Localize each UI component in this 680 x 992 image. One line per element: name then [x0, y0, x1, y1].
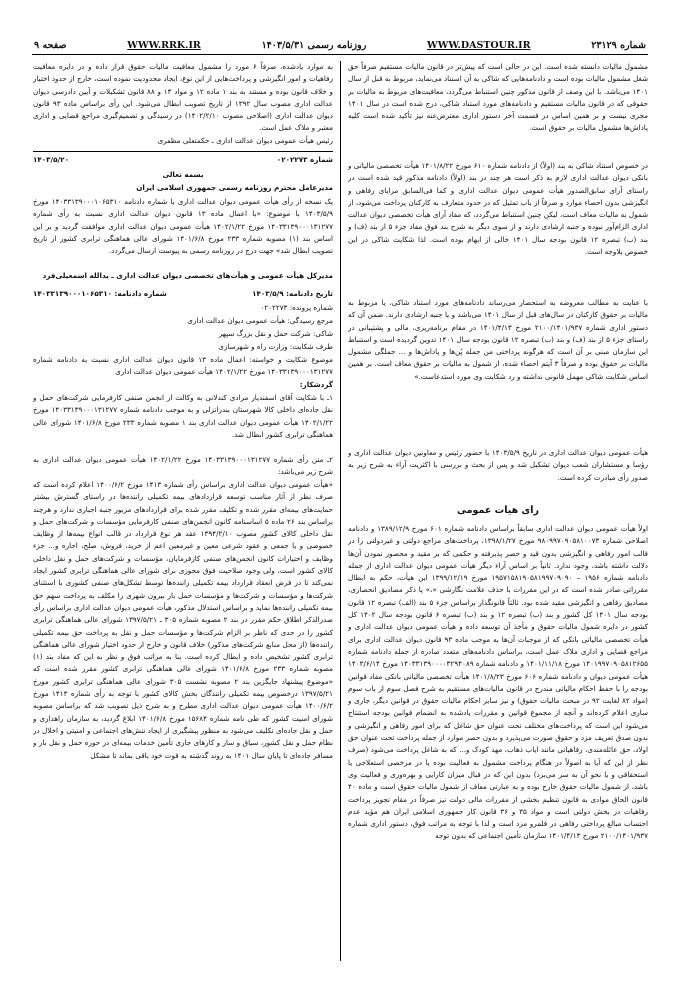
left-para-3: ۱ـ با شکایت آقای اسفندیار مرادی کندلانی به وکالت از انجمن صنفی کارفرمایی شرکت‌های حمل و نقل جاده‌ای داخلی کالا شهرستان بندرانزلی و به موجب دادنامه شماره ۱۴۰۳۳۱۳۹۰۰۰۱۳۱۲۷۷ مورخ ۱۴۰۲/۱/۲۲ هیأت عمومی دیوان عدالت اداری بند ۱ مصوبه شماره ۲۳۳ مورخ ۱۴۰۱/۶/۸ شورای عالی هماهنگی ترابری کشور ابطال شد.: [33, 393, 333, 439]
left-para-1: به موارد یادشده، صرفاً ۶ مورد را مشمول معافیت مالیات حقوق قرار داده و در دایره معافیت رفاهیات و امور انگیزشی و پرداخت‌هایی از این نوع، ایجاد محدودیت نموده است، خارج از حدود اختیار و خلاف قانون بوده و مستند به بند ۱ ماده ۱۲ و مواد ۱۳ و ۸۸ قانون تشکیلات و آیین دادرسی دیوان عدالت اداری مصوب سال ۱۳۹۲ از تاریخ تصویب ابطال می‌شود. این رأی براساس ماده ۹۳ قانون دیوان عدالت اداری (اصلاحی مصوب ۱۴۰۲/۲/۱۰) در رسیدگی و تصمیم‌گیری مراجع قضایی و اداری معتبر و ملاک عمل است.: [33, 62, 333, 133]
narrative-title: گردشکار:: [299, 380, 333, 389]
ref-date: ۱۴۰۳/۵/۲۰: [33, 155, 69, 164]
left-column: [33, 61, 333, 961]
addressee: مدیرعامل محترم روزنامه رسمی جمهوری اسلامی ایران: [136, 183, 333, 192]
reviewing-authority: مرجع رسیدگی: هیأت عمومی دیوان عدالت اداری: [187, 316, 333, 325]
signature-2: مدیرکل هیأت عمومی و هیأت‌های تخصصی دیوان عدالت اداری ـ یدالله اسمعیلی‌فرد: [42, 271, 333, 280]
ref-row: [33, 155, 333, 168]
page-number: صفحه ۹: [34, 40, 67, 51]
right-para-4: هیأت عمومی دیوان عدالت اداری در تاریخ ۱۴۰۳/۵/۹ با حضور رئیس و معاونین دیوان عدالت اداری و رؤسا و مستشاران شعب دیوان تشکیل شد و پس از بحث و بررسی با اکثریت آراء به شرح زیر به صدور رأی مبادرت کرده است.: [348, 448, 648, 482]
page-header: [32, 40, 648, 54]
right-para-3: با عنایت به مطالب معروضه به استحضار می‌رساند دادنامه‌های مورد استناد شاکی، یا مربوط به مالیات بر حقوق کارکنان در سال‌های قبل از سال ۱۴۰۱ می‌باشد و یا جنبه ارشادی دارند. ضمن آن که دستور اداری شماره ۲۱۰۰/۱۴۰۱/۹۳۷ مورخ ۱۴۰۱/۴/۱۳ در مقام برنامه‌ریزی، مالی و پشتیبانی در راستای جزء ۵ از بند (ف) و بند (ب) تبصره ۱۲ قانون بودجه سال ۱۴۰۱ تدوین گردیده است و استنباط این سازمان مبنی بر آن است که هرگونه پرداختی من جمله پُن‌ها و پاداش‌ها و ... جملگی مشمول مالیات بر حقوق بوده و صرفاً ۳ آیتم احصاء شده، از شمول به مالیات بر حقوق معاف است. بر همین اساس شکایت شاکی مهمل قانونی نداشته و رد شکایت وی مورد استدعاست.»: [348, 298, 648, 381]
divider: [33, 151, 333, 152]
right-column: [348, 61, 648, 961]
case-number: شماره پرونده: ۰۲۰۲۲۷۳: [260, 303, 333, 312]
column-divider: [340, 61, 341, 961]
verdict-number: شماره دادنامه: ۱۴۰۳۳۱۳۹۰۰۰۱۰۶۵۳۱۰: [33, 289, 167, 298]
defendant: طرف شکایت: وزارت راه و شهرسازی: [218, 342, 333, 351]
left-para-5: «هیأت عمومی دیوان عدالت اداری براساس رأی شماره ۱۴۱۳ مورخ ۱۴۰۰/۶/۲ اعلام کرده است که صرف نظر از آثار مناسب توسعه قراردادهای بیمه تکمیلی راننده‌ها در راستای گسترش بیشتر حمایت‌های بیمه‌ای مقرر شده و تکلیف مقرر شده برای قراردادهای مزبور جنبه اجباری ندارد و هرچند براساس بند ۲۶ ماده ۵ اساسنامه کانون انجمن‌های صنفی کارفرمایی مؤسسات و شرکت‌های حمل و نقل داخلی کالای کشور مصوب ۱۳۹۴/۲/۱۰ عقد هر نوع قرارداد در قالب انواع بیمه‌ها از وظایف خصوصی و یا جمعی و عقود شرعی معین و غیرمعین اعم از خرید، فروش، صلح، اجاره و... جزء وظایف و اختیارات کانون انجمن‌های صنفی کارفرمایان، مؤسسات و شرکت‌های حمل و نقل داخلی کالای کشور است، ولی وجود صلاحیت فوق مجوزی برای شورای عالی هماهنگی ترابری کشور ایجاد نمی‌کند تا در فرض انعقاد قرارداد بیمه تکمیلی راننده‌ها توسط تشکل‌های صنفی کشوری با استثنای شرکت‌ها و مؤسسات و شرکت‌ها و مؤسسات حمل بار بیرون شهری را مکلف به پرداخت سهم حق بیمه تکمیلی راننده‌ها نماید و براساس استدلال مذکور، هیأت عمومی دیوان عدالت اداری براساس رأی صدرالذکر اطلاق حکم مقرر در بند ۲ مصوبه شماره ۳۰۵ ـ ۱۳۹۷/۵/۲۱ شورای عالی هماهنگی ترابری کشور را در حدی که ناظر بر الزام شرکت‌ها و مؤسسات حمل و نقل به پرداخت حق بیمه تکمیلی راننده‌ها (از محل منابع شرکت‌های مذکور) خلاف قانون و خارج از حدود اختیار شورای عالی هماهنگی ترابری کشور تشخیص داده و ابطال کرده است. بنا به مراتب فوق و نظر به این که مفاد بند (۱) مصوبه شماره ۲۳۳ مورخ ۱۴۰۱/۶/۸ شورای عالی هماهنگی ترابری کشور مقرر شده است که «موضوع پیشنهاد جایگزین بند ۲ مصوبه نشست ۳۰۵ شورای عالی هماهنگی ترابری کشور مورخ ۱۳۹۷/۵/۲۱ درخصوص بیمه تکمیلی رانندگان بخش کالای کشور با توجه به رأی شماره ۱۴۱۳ مورخ ۱۴۰۰/۶/۲ هیأت عمومی دیوان عدالت اداری مطرح و به شرح ذیل تصویب شد که براساس مصوبه شورای امنیت کشور که طی نامه شماره ۱۵۶۸۴ مورخ ۱۴۰۱/۶/۸ ابلاغ گردید، به سازمان راهداری و حمل و نقل جاده‌ای تکلیف می‌شود به منظور پیشگیری از ایجاد تنش‌های اجتماعی و امنیتی و اخلال در نظام حمل و نقل کشور، سیاق و ساز و کارهای جاری تأمین خدمات بیمه‌ای در حوزه حمل و نقل بار و مسافر جاده‌ای تا پایان سال ۱۴۰۱ به روند گذشته به قوت خود باقی بماند تا مشکل: [33, 480, 333, 760]
issue-number: شماره ۲۳۱۲۹: [591, 40, 646, 51]
complaint-subject: موضوع شکایت و خواسته: اعمال ماده ۱۳ قانون دیوان عدالت اداری نسبت به دادنامه شماره ۱۴۰۳۳۱۳۹۰۰۰۱۳۱۲۷۷ مورخ ۱۴۰۲/۱/۲۲ هیأت عمومی دیوان عدالت اداری: [33, 355, 333, 377]
left-para-2: یک نسخه از رأی هیأت عمومی دیوان عدالت اداری با شماره دادنامه ۱۴۰۳۳۱۳۹۰۰۰۱۰۶۵۳۱۰ مورخ ۱۴۰۳/۵/۹ با موضوع: «با اعمال ماده ۱۳ قانون دیوان عدالت اداری نسبت به رأی شماره ۱۴۰۳۳۱۳۹۰۰۰۱۳۱۲۷۷ مورخ ۱۴۰۲/۱/۲۲ هیأت عمومی دیوان عدالت اداری موافقت گردید و بر این اساس بند (۱) مصوبه شماره ۲۳۳ مورخ ۱۴۰۱/۶/۸ شورای عالی هماهنگی ترابری کشور از تاریخ تصویب ابطال شد» جهت درج در روزنامه رسمی به پیوست ارسال می‌گردد.: [33, 197, 333, 256]
site-link-rrk[interactable]: WWW.RRK.IR: [127, 40, 201, 51]
columns: [32, 61, 648, 961]
ruling-title: رأی هیأت عمومی: [457, 505, 539, 516]
basmala: بسمه تعالی: [162, 170, 204, 179]
gazette-date: روزنامه رسمی ۱۴۰۳/۵/۳۱: [261, 40, 367, 51]
site-link-dastour[interactable]: WWW.DASTOUR.IR: [427, 40, 531, 51]
right-para-2: در خصوص استناد شاکی به بند (اولاً) از دادنامه شماره ۶۱۰ مورخ ۱۴۰۱/۸/۲۲ هیأت تخصصی مالیاتی و بانکی دیوان عدالت اداری لازم به ذکر است هر چند در بند (اولاً) دادنامه مذکور قید شده است در راستای آرای سابق‌الصدور هیأت عمومی دیوان عدالت اداری و کما فی‌السابق مزایای رفاهی و انگیزشی بدون احصاء موارد و صرفاً از باب تمثیل که در حدود متعارف به کارکنان پرداخت می‌شود، از شمول به مالیات معاف است، لیکن چنین استنباط می‌گردد، که مفاد آرای هیأت تخصصی دیوان عدالت اداری الزام‌آور نبوده و جنبه ارشادی دارند و از سوی دیگر به شرح بند فوق مفاد جزء ۵ از بند (ف) و بند (ب) تبصره ۱۲ قانون بودجه سال ۱۴۰۱ خالی از ابهام بوده است. لذا شکایت شاکی در این خصوص بلاوجه است.: [348, 161, 648, 257]
signature-1: رئیس هیأت عمومی دیوان عدالت اداری ـ حکمتعلی مظفری: [157, 136, 333, 145]
left-para-4: ۲ـ متن رأی شماره ۱۴۰۳۳۱۳۹۰۰۰۱۳۱۲۷۷ مورخ ۱۴۰۲/۱/۲۲ هیأت عمومی دیوان عدالت اداری به شرح زیر می‌باشد:: [33, 455, 333, 477]
right-para-5: اولاً هیأت عمومی دیوان عدالت اداری سابقاً براساس دادنامه شماره ۶۰۱ مورخ ۱۳۸۹/۱۲/۹ و دادنامه اصلاحی شماره ۹۸۰۹۹۷۰۹۰۵۸۱۰۰۷۳ مورخ ۱۳۹۸/۱/۲۷، پرداخت‌های مراجع دولتی و غیردولتی را در قالب امور رفاهی و انگیزشی بدون قید و حصر پذیرفته و حکمی که بر مقید و محصور نمودن آن‌ها دلالت داشته باشد، وجود ندارد. ثانیاً بر اساس آراء دیگر هیأت عمومی دیوان عدالت اداری از جمله دادنامه شماره ۱۹۵۶ – ۱۹۵۷۱۵۸۱۹۰۵۸۱۹۹۷۰۹۰۹۰ مورخ ۱۳۹۹/۱۲/۱۹ این هیأت، حکم به ابطال مقرراتی صادر شده است که در این مقررات با حذف علامت نگارشی «،» یا ذکر مصادیق انحصاری، مصادیق رفاهی و انگیزشی مقید شده بود. ثالثاً قانونگذار براساس جزء ۵ بند (الف) تبصره ۱۲ قانون بودجه سال ۱۴۰۱ کل کشور و بند (ب) تبصره ۱۲ و بند (ب) تبصره ۶ قانون بودجه سال ۱۴۰۲ کل کشور در دایره شمول مالیات حقوق و مأخذ آن توسعه داده و هیأت عمومی دیوان عدالت اداری و هیأت تخصصی مالیاتی بانکی که از موجبات آن‌ها به موجب ماده ۹۳ قانون دیوان عدالت اداری برای مراجع قضایی و اداری ملاک عمل است، براساس دادنامه‌های متعدد صادره از جمله دادنامه شماره ۱۴۰۱۹۹۷۰۹۰۵۸۱۲۶۵۵ مورخ ۱۴۰۱/۱۱/۱۸ و دادنامه شماره ۱۴۰۳۳۱۳۹۰۰۰۰۳۲۹۴۰۸۹ مورخ ۱۴۰۳/۶/۱۴ هیأت عمومی دیوان و دادنامه شماره ۶۰۶ مورخ ۱۴۰۱/۸/۲۳ هیأت تخصصی مالیاتی بانکی مفاد قوانین بودجه را با حفظ احکام مالیاتی مندرج در قانون مالیات‌های مستقیم به شرح فصل سوم از باب سوم (مواد ۸۲ لغایت ۹۲ در مبحث مالیات حقوق) و نیز سایر احکام مالیات حقوق در قوانین دیگر، جاری و ساری اعلام کرده‌اند و آنچه از مجموع قوانین و مقررات یادشده به انضمام قوانین بودجه استنتاج می‌شود این است که پرداخت‌های مختلف تحت عنوان حق شاغل که برای امور رفاهی و انگیزشی و بدون صدق تعریف مزد و حقوق صورت می‌پذیرد و بدون حصر موارد از جمله پرداخت تحت عنوان حق اولاد، حق عائله‌مندی، رفاهیاتی مانند ایاب ذهاب، مهد کودک و... که به شاغل پرداخت می‌شود (صرف نظر از این که آیا به اصولاً در هنگام پرداخت مشمول به فعالیت بوده یا در مرخصی استعلاجی یا استحقاقی و یا نحو آن به سر می‌برد) بدون این که در قبال میزان کارایی و بهره‌وری و فعالیت وی باشد، از شمول مالیات حقوق خارج بوده و به عبارتی معاف از شمول مالیات حقوق است و ماده ۴۰ قانون الحاق موادی به قانون تنظیم بخشی از مقررات مالی دولت نیز صرفاً در مقام تجویز پرداخت رفاهیات در بخش دولتی است و مواد ۳۵ و ۳۶ قانون کار جمهوری اسلامی ایران هم مؤید عدم احتساب مبالغ پرداختی رفاهی در قلمرو مزد است و لذا با توجه به مراتب فوق، دستور اداری شماره ۲۱۰۰/۱۴۰۱/۹۳۷ مورخ ۱۴۰۱/۴/۱۳ سازمان تأمین اجتماعی که بدون توجه: [348, 524, 648, 841]
header-rule: [32, 54, 648, 55]
verdict-info-row: [33, 289, 333, 302]
ref-number: شماره ۰۲۰۲۲۷۳: [276, 155, 333, 164]
right-para-1: مشمول مالیات دانسته شده است. این در حالی است که پیش‌تر در قانون مالیات مستقیم صرفاً حق شغل مشمول مالیات بوده است و دادنامه‌هایی که شاکی به آن استناد می‌نماید، مربوط به قبل از سال ۱۴۰۱ می‌باشد. با این وصف از قانون مذکور چنین استنباط می‌گردد، معافیت‌های مربوط به مالیات بر حقوقی که در قانون مالیات مستقیم و دادنامه‌های مورد استناد شاکی، درج شده است در سال ۱۴۰۱ مجری نیست و بر همین اساس در قسمت آخر دستور اداری معترض‌عنه نیز تأکید شده است کلیه پاداش‌ها مشمول مالیات بر حقوق است.: [348, 62, 648, 133]
verdict-date: تاریخ دادنامه: ۱۴۰۳/۵/۹: [252, 289, 333, 298]
plaintiff: شاکی: شرکت حمل و نقل بزرگ سپهر: [218, 329, 333, 338]
